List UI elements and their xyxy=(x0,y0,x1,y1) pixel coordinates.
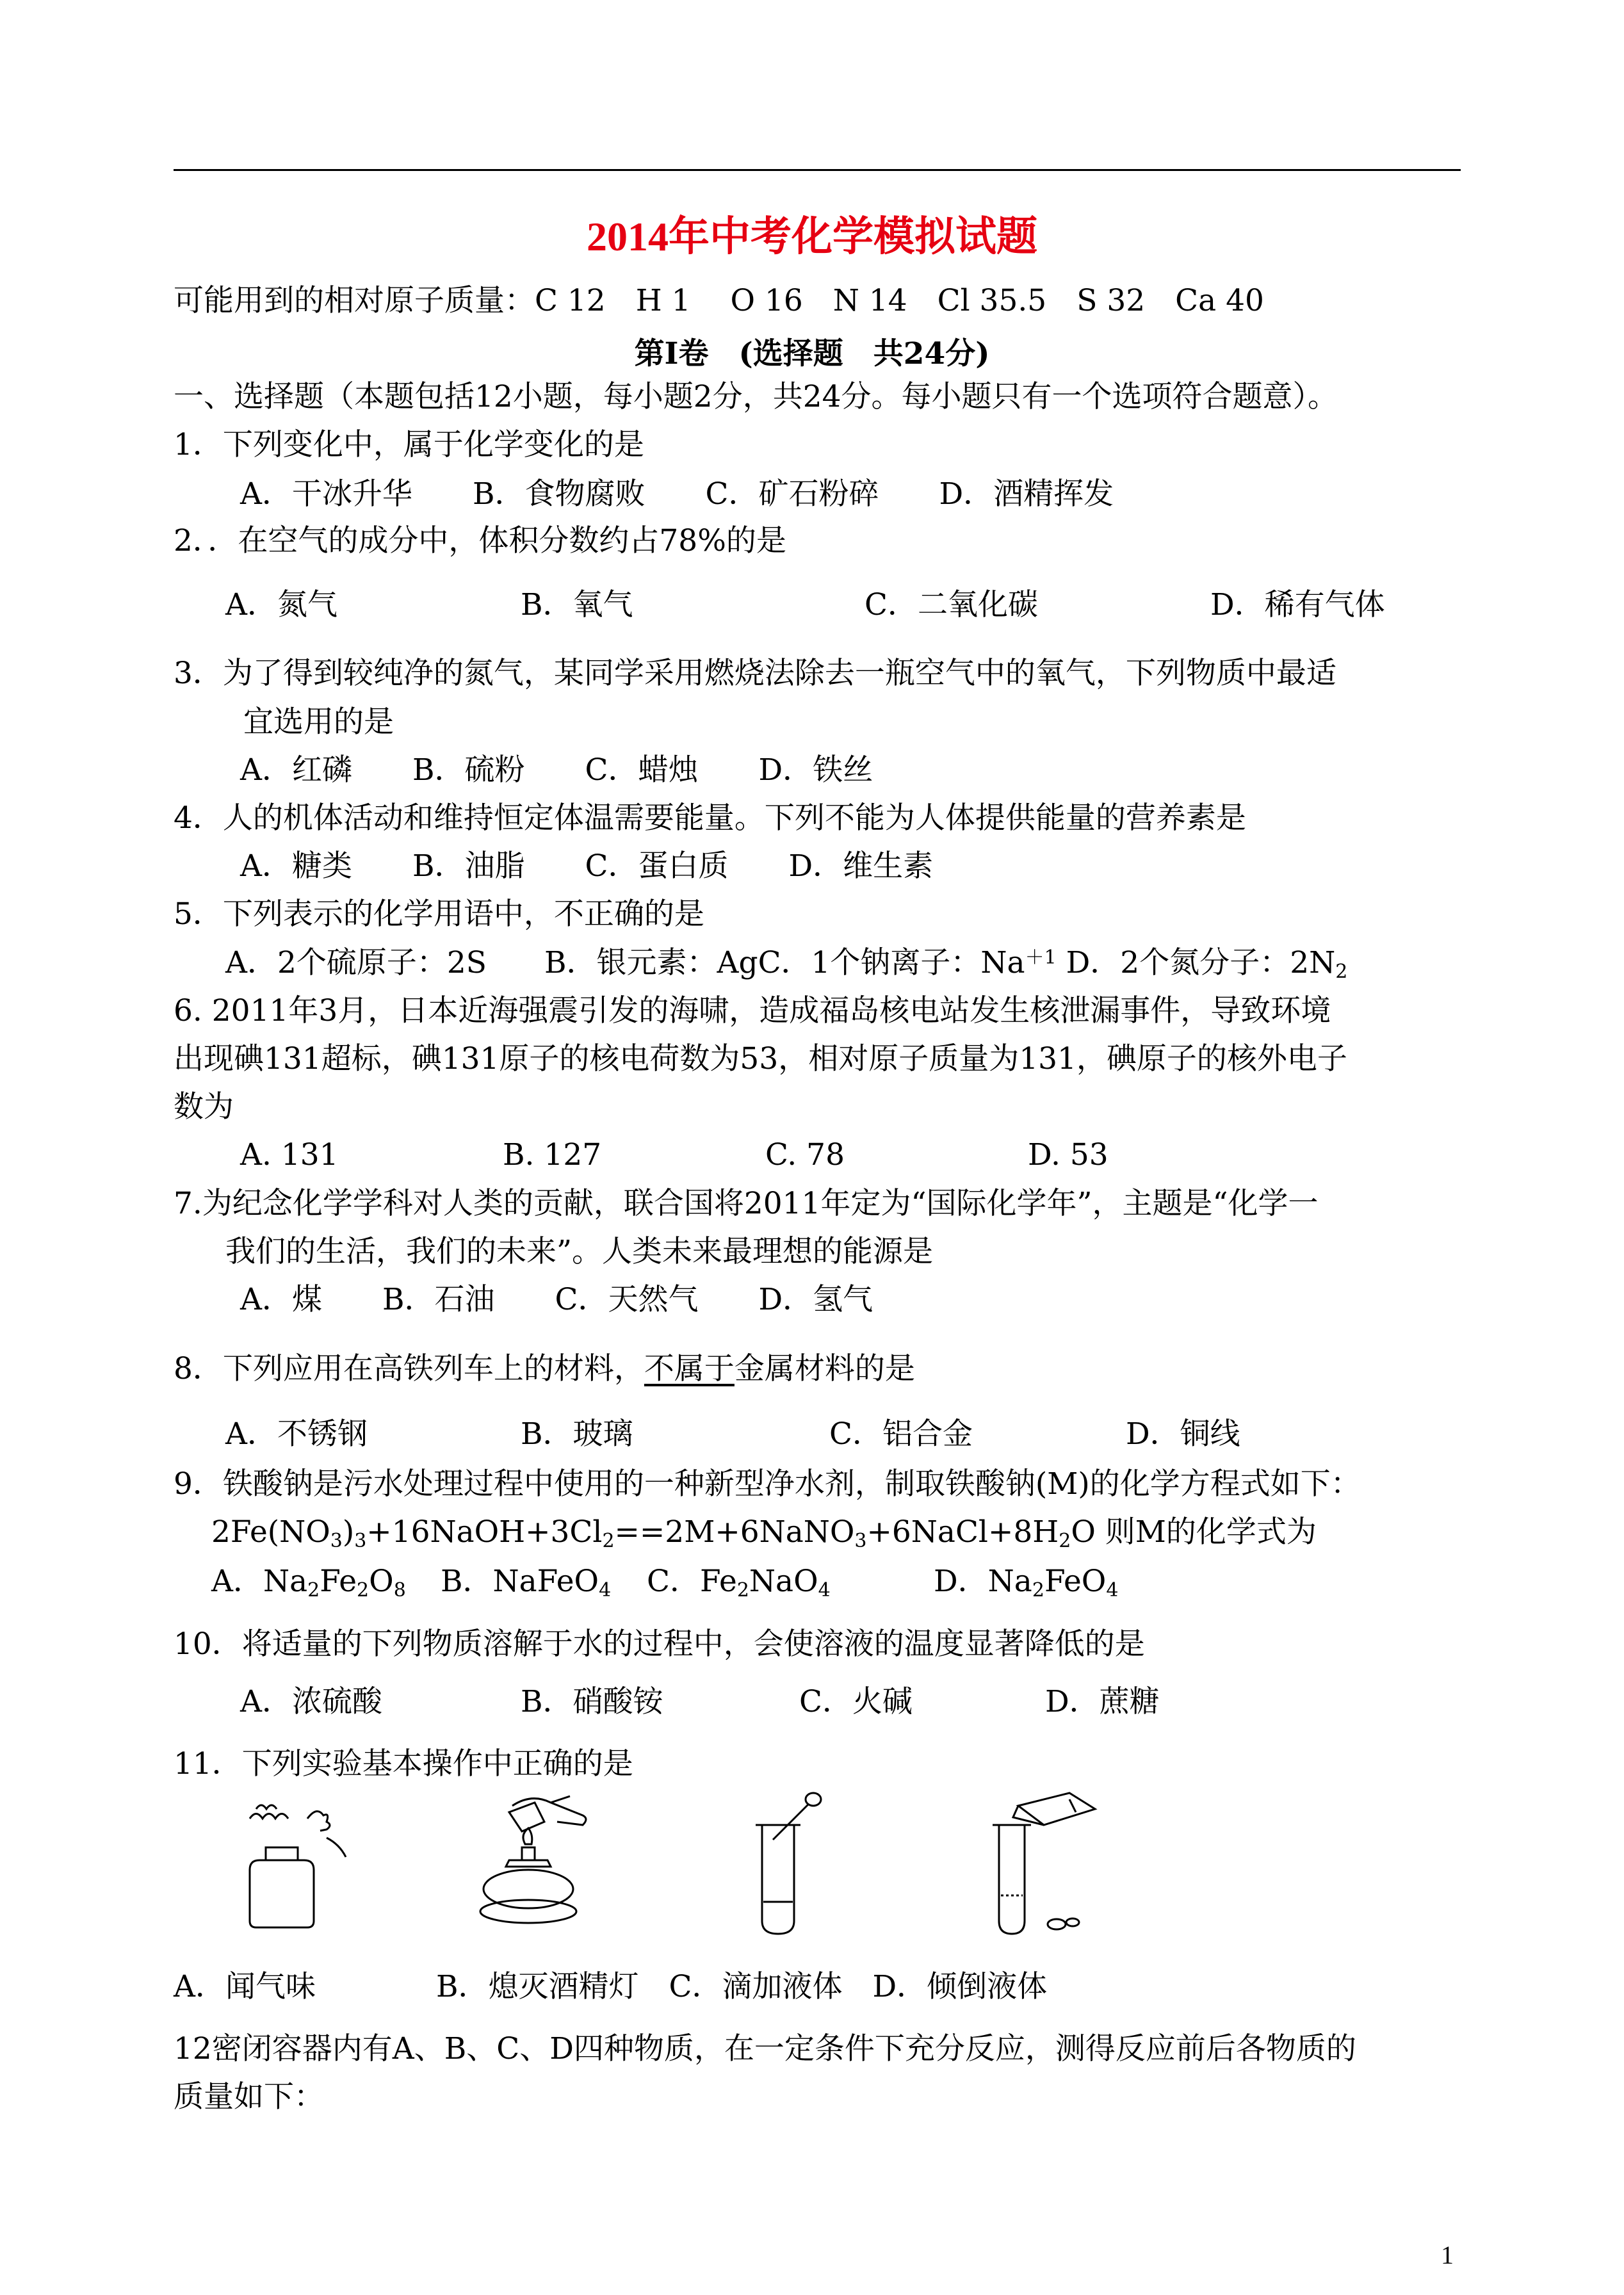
q9-equation: $2Fe(NO_3)_3+16NaOH+3Cl_2==2M+6NaNO_3+6NaCl+8H_2O$ 则M的化学式为 xyxy=(211,1514,1317,1552)
q1-options: A．干冰升华 B．食物腐败 C．矿石粉碎 D．酒精挥发 xyxy=(240,476,1114,512)
atomic-masses: 可能用到的相对原子质量：C 12 H 1 O 16 N 14 Cl 35.5 S 32 Ca 40 xyxy=(174,283,1264,318)
q3-stem-cont: 宜选用的是 xyxy=(243,704,394,740)
q7-options: A．煤 B．石油 C．天然气 D．氢气 xyxy=(240,1282,873,1317)
q7-stem-cont: 我们的生活，我们的未来”。人类未来最理想的能源是 xyxy=(225,1234,934,1269)
alcohol-lamp-figure xyxy=(474,1787,602,1940)
instruction: 一、选择题（本题包括12小题，每小题2分，共24分。每小题只有一个选项符合题意）。 xyxy=(174,379,1338,414)
q6-stem: 6. 2011年3月，日本近海强震引发的海啸，造成福岛核电站发生核泄漏事件，导致环境 xyxy=(174,993,1331,1028)
q12-stem-cont: 质量如下： xyxy=(174,2079,324,2114)
q7-stem: 7.为纪念化学学科对人类的贡献，联合国将2011年定为“国际化学年”，主题是“化学一 xyxy=(174,1186,1319,1221)
bottle-body xyxy=(250,1860,314,1927)
bottle-neck xyxy=(266,1847,298,1860)
lamp-cap xyxy=(509,1803,544,1831)
q8-option-b: B．玻璃 xyxy=(521,1416,633,1452)
dropper-bulb xyxy=(806,1793,821,1806)
q6-option-c: C. 78 xyxy=(765,1137,845,1172)
q9-stem: 9．铁酸钠是污水处理过程中使用的一种新型净水剂，制取铁酸钠(M)的化学方程式如下： xyxy=(174,1466,1361,1502)
q8-stem: 8．下列应用在高铁列车上的材料，不属于金属材料的是 xyxy=(174,1351,915,1386)
q5-stem: 5．下列表示的化学用语中，不正确的是 xyxy=(174,896,704,932)
hand xyxy=(512,1799,586,1825)
page-number: 1 xyxy=(1441,2241,1454,2269)
q8-option-d: D．铜线 xyxy=(1126,1416,1240,1452)
q6-option-a: A. 131 xyxy=(240,1137,339,1172)
q11-options: A．闻气味 B．熄灭酒精灯 C．滴加液体 D．倾倒液体 xyxy=(174,1969,1048,2004)
q10-option-a: A．浓硫酸 xyxy=(240,1684,382,1719)
q1-stem: 1．下列变化中，属于化学变化的是 xyxy=(174,427,644,462)
face-profile xyxy=(307,1812,330,1831)
q10-option-c: C．火碱 xyxy=(799,1684,913,1719)
q4-options: A．糖类 B．油脂 C．蛋白质 D．维生素 xyxy=(240,848,934,884)
section-title: 第Ⅰ卷 (选择题 共24分) xyxy=(634,336,990,371)
q6-stem-cont: 出现碘131超标，碘131原子的核电荷数为53，相对原子质量为131，碘原子的核外电子 xyxy=(174,1041,1347,1076)
q6-stem-cont2: 数为 xyxy=(174,1089,234,1124)
q10-option-d: D．蔗糖 xyxy=(1045,1684,1160,1719)
q9-option-b: B．NaFeO$_4$ xyxy=(441,1564,612,1602)
q12-stem: 12密闭容器内有A、B、C、D四种物质，在一定条件下充分反应，测得反应前后各物质的 xyxy=(174,2031,1356,2066)
q11-stem: 11．下列实验基本操作中正确的是 xyxy=(174,1746,633,1781)
q6-option-d: D. 53 xyxy=(1028,1137,1108,1172)
wick-holder xyxy=(522,1847,535,1860)
pour-liquid-figure xyxy=(980,1787,1108,1940)
q3-options: A．红磷 B．硫粉 C．蜡烛 D．铁丝 xyxy=(240,752,873,788)
q9-option-a: A．$Na_2Fe_2O_8$ xyxy=(211,1564,406,1602)
q8-underlined: 不属于 xyxy=(644,1351,735,1386)
test-tube xyxy=(762,1825,794,1934)
dropper-figure xyxy=(743,1787,839,1940)
q10-stem: 10．将适量的下列物质溶解于水的过程中，会使溶液的温度显著降低的是 xyxy=(174,1626,1145,1662)
test-tube-d xyxy=(999,1825,1025,1934)
reagent-bottle xyxy=(1018,1793,1095,1825)
smell-gas-figure xyxy=(231,1793,359,1934)
q9-option-c: C．$Fe_2NaO_4$ xyxy=(647,1564,831,1602)
q2-option-c: C．二氧化碳 xyxy=(865,587,1038,622)
q4-stem: 4．人的机体活动和维持恒定体温需要能量。下列不能为人体提供能量的营养素是 xyxy=(174,800,1246,836)
q9-option-d: D．$Na_2FeO_4$ xyxy=(934,1564,1119,1602)
vapor-lines xyxy=(250,1814,288,1819)
q2-option-b: B．氧气 xyxy=(521,587,633,622)
page-title: 2014年中考化学模拟试题 xyxy=(587,214,1037,259)
q8-option-c: C．铝合金 xyxy=(829,1416,973,1452)
q2-option-a: A．氮气 xyxy=(225,587,337,622)
dropper-tube xyxy=(773,1804,808,1840)
q2-stem: 2．．在空气的成分中，体积分数约占78%的是 xyxy=(174,523,786,558)
q6-option-b: B. 127 xyxy=(503,1137,602,1172)
q5-option-a: A．2个硫原子：2S xyxy=(225,945,487,980)
header-rule xyxy=(174,169,1461,171)
q8-option-a: A．不锈钢 xyxy=(225,1416,368,1452)
q2-option-d: D．稀有气体 xyxy=(1210,587,1385,622)
q10-option-b: B．硝酸铵 xyxy=(521,1684,663,1719)
q5-options-bc: B．银元素：AgC．1个钠离子：$Na^{+1}$ D．2个氮分子：$2N_2$ xyxy=(544,945,1348,983)
q3-stem: 3．为了得到较纯净的氮气，某同学采用燃烧法除去一瓶空气中的氧气，下列物质中最适 xyxy=(174,656,1336,691)
stopper xyxy=(1048,1919,1066,1929)
